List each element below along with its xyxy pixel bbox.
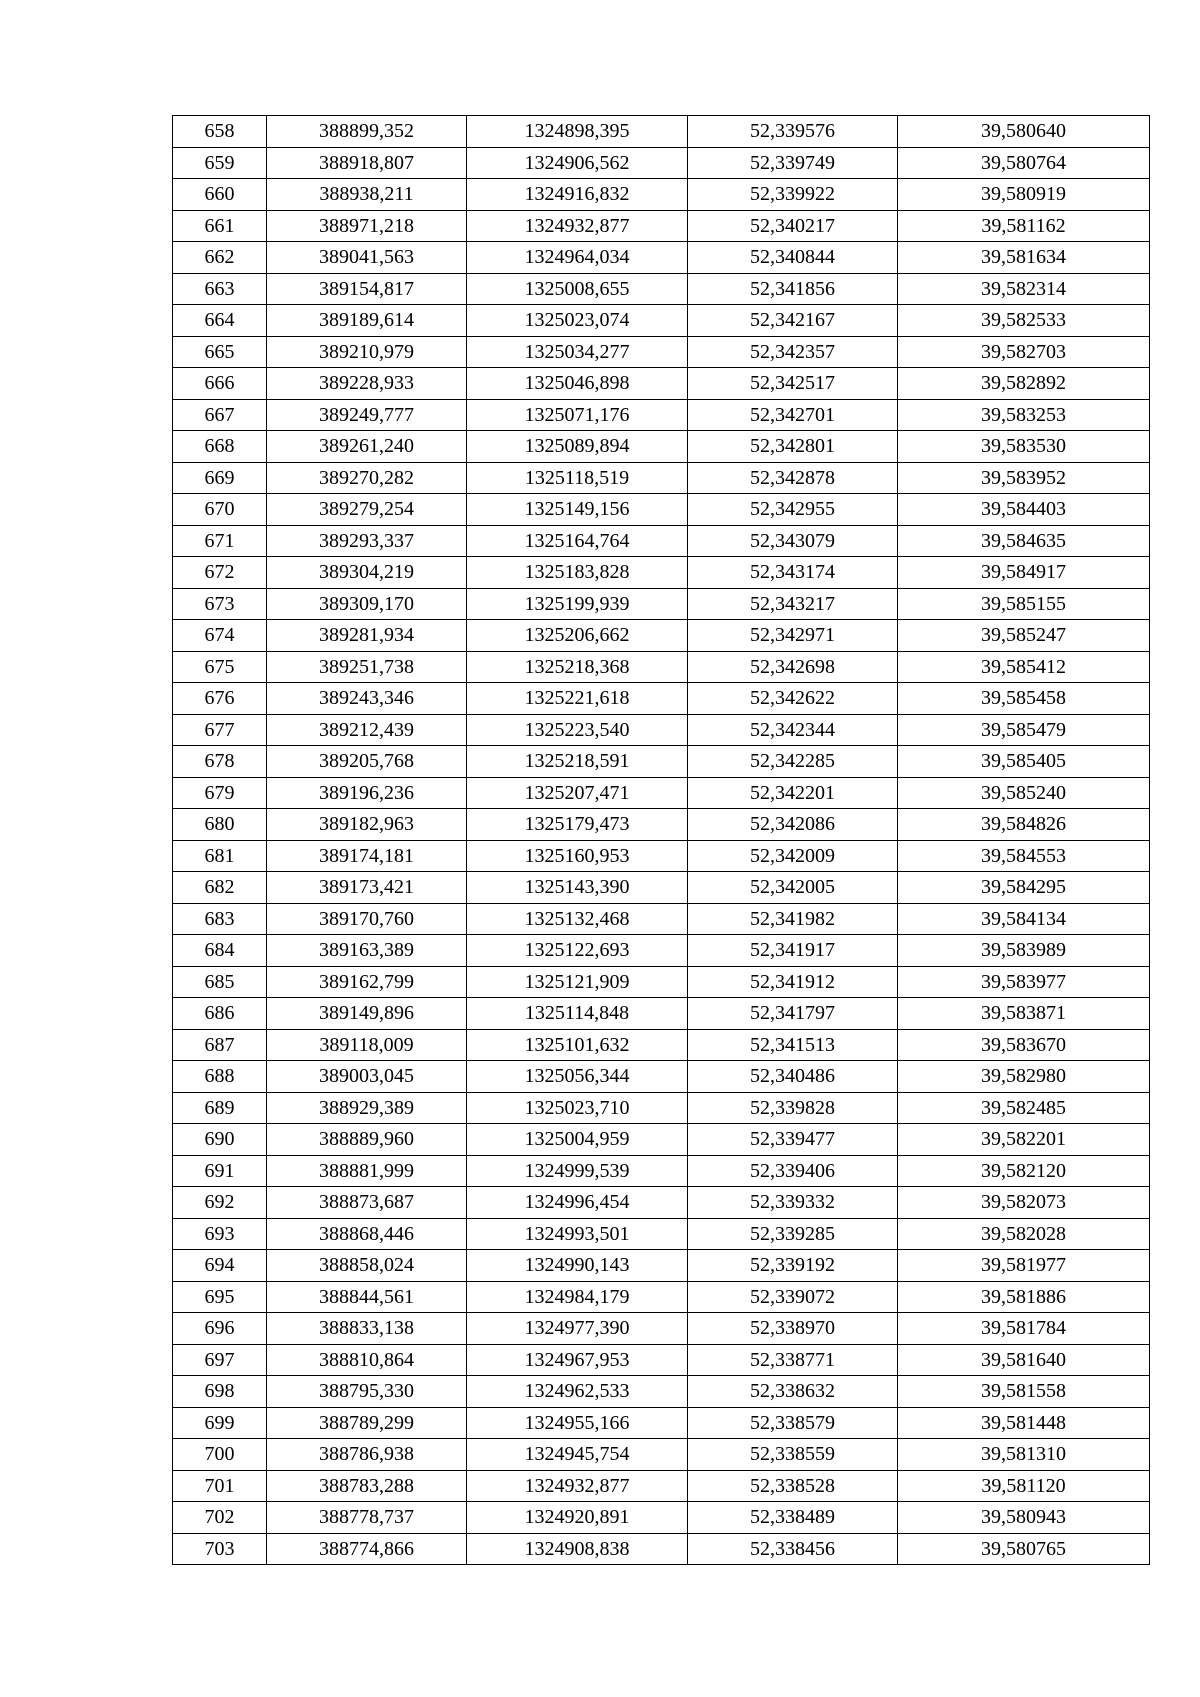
table-row xyxy=(173,494,1150,526)
longitude-cell: 39,584295 xyxy=(898,872,1150,904)
latitude-cell: 52,342971 xyxy=(688,620,898,652)
point-number-cell: 695 xyxy=(173,1281,267,1313)
x-coordinate-cell: 389182,963 xyxy=(267,809,467,841)
longitude-cell: 39,585247 xyxy=(898,620,1150,652)
table-row xyxy=(173,1218,1150,1250)
table-row xyxy=(173,1407,1150,1439)
y-coordinate-cell: 1325056,344 xyxy=(467,1061,688,1093)
longitude-cell: 39,583871 xyxy=(898,998,1150,1030)
coordinates-table xyxy=(172,115,1150,1565)
table-row xyxy=(173,147,1150,179)
longitude-cell: 39,584826 xyxy=(898,809,1150,841)
latitude-cell: 52,338456 xyxy=(688,1533,898,1565)
point-number-cell: 675 xyxy=(173,651,267,683)
y-coordinate-cell: 1324908,838 xyxy=(467,1533,688,1565)
latitude-cell: 52,340217 xyxy=(688,210,898,242)
table-row xyxy=(173,1470,1150,1502)
point-number-cell: 673 xyxy=(173,588,267,620)
y-coordinate-cell: 1325199,939 xyxy=(467,588,688,620)
point-number-cell: 664 xyxy=(173,305,267,337)
y-coordinate-cell: 1325218,591 xyxy=(467,746,688,778)
point-number-cell: 669 xyxy=(173,462,267,494)
table-row xyxy=(173,872,1150,904)
longitude-cell: 39,583253 xyxy=(898,399,1150,431)
latitude-cell: 52,338528 xyxy=(688,1470,898,1502)
longitude-cell: 39,584134 xyxy=(898,903,1150,935)
point-number-cell: 689 xyxy=(173,1092,267,1124)
y-coordinate-cell: 1325121,909 xyxy=(467,966,688,998)
table-row xyxy=(173,1533,1150,1565)
point-number-cell: 671 xyxy=(173,525,267,557)
point-number-cell: 672 xyxy=(173,557,267,589)
y-coordinate-cell: 1325164,764 xyxy=(467,525,688,557)
table-row xyxy=(173,1376,1150,1408)
x-coordinate-cell: 388783,288 xyxy=(267,1470,467,1502)
y-coordinate-cell: 1325114,848 xyxy=(467,998,688,1030)
y-coordinate-cell: 1325207,471 xyxy=(467,777,688,809)
longitude-cell: 39,583989 xyxy=(898,935,1150,967)
latitude-cell: 52,343079 xyxy=(688,525,898,557)
latitude-cell: 52,342201 xyxy=(688,777,898,809)
table-row xyxy=(173,903,1150,935)
latitude-cell: 52,338489 xyxy=(688,1502,898,1534)
latitude-cell: 52,342698 xyxy=(688,651,898,683)
x-coordinate-cell: 389281,934 xyxy=(267,620,467,652)
longitude-cell: 39,581886 xyxy=(898,1281,1150,1313)
x-coordinate-cell: 388778,737 xyxy=(267,1502,467,1534)
table-row xyxy=(173,1124,1150,1156)
table-row xyxy=(173,462,1150,494)
longitude-cell: 39,583530 xyxy=(898,431,1150,463)
latitude-cell: 52,342701 xyxy=(688,399,898,431)
longitude-cell: 39,582028 xyxy=(898,1218,1150,1250)
x-coordinate-cell: 389118,009 xyxy=(267,1029,467,1061)
table-row xyxy=(173,179,1150,211)
point-number-cell: 699 xyxy=(173,1407,267,1439)
longitude-cell: 39,581558 xyxy=(898,1376,1150,1408)
latitude-cell: 52,342955 xyxy=(688,494,898,526)
table-row xyxy=(173,1439,1150,1471)
longitude-cell: 39,582703 xyxy=(898,336,1150,368)
table-row xyxy=(173,431,1150,463)
x-coordinate-cell: 389173,421 xyxy=(267,872,467,904)
longitude-cell: 39,585458 xyxy=(898,683,1150,715)
latitude-cell: 52,340844 xyxy=(688,242,898,274)
latitude-cell: 52,342801 xyxy=(688,431,898,463)
x-coordinate-cell: 388938,211 xyxy=(267,179,467,211)
longitude-cell: 39,580765 xyxy=(898,1533,1150,1565)
x-coordinate-cell: 388810,864 xyxy=(267,1344,467,1376)
y-coordinate-cell: 1325143,390 xyxy=(467,872,688,904)
point-number-cell: 692 xyxy=(173,1187,267,1219)
table-row xyxy=(173,1155,1150,1187)
coordinates-table-body xyxy=(173,116,1150,1565)
latitude-cell: 52,341513 xyxy=(688,1029,898,1061)
table-row xyxy=(173,1061,1150,1093)
latitude-cell: 52,338632 xyxy=(688,1376,898,1408)
longitude-cell: 39,581640 xyxy=(898,1344,1150,1376)
point-number-cell: 684 xyxy=(173,935,267,967)
point-number-cell: 683 xyxy=(173,903,267,935)
latitude-cell: 52,341917 xyxy=(688,935,898,967)
x-coordinate-cell: 389304,219 xyxy=(267,557,467,589)
point-number-cell: 660 xyxy=(173,179,267,211)
table-row xyxy=(173,714,1150,746)
x-coordinate-cell: 389279,254 xyxy=(267,494,467,526)
x-coordinate-cell: 388868,446 xyxy=(267,1218,467,1250)
latitude-cell: 52,342517 xyxy=(688,368,898,400)
y-coordinate-cell: 1325206,662 xyxy=(467,620,688,652)
point-number-cell: 694 xyxy=(173,1250,267,1282)
y-coordinate-cell: 1324906,562 xyxy=(467,147,688,179)
table-row xyxy=(173,1281,1150,1313)
y-coordinate-cell: 1325089,894 xyxy=(467,431,688,463)
point-number-cell: 663 xyxy=(173,273,267,305)
x-coordinate-cell: 388873,687 xyxy=(267,1187,467,1219)
latitude-cell: 52,341856 xyxy=(688,273,898,305)
latitude-cell: 52,341982 xyxy=(688,903,898,935)
x-coordinate-cell: 389154,817 xyxy=(267,273,467,305)
x-coordinate-cell: 389196,236 xyxy=(267,777,467,809)
y-coordinate-cell: 1324977,390 xyxy=(467,1313,688,1345)
y-coordinate-cell: 1325183,828 xyxy=(467,557,688,589)
longitude-cell: 39,584553 xyxy=(898,840,1150,872)
y-coordinate-cell: 1325118,519 xyxy=(467,462,688,494)
point-number-cell: 687 xyxy=(173,1029,267,1061)
y-coordinate-cell: 1324898,395 xyxy=(467,116,688,148)
point-number-cell: 688 xyxy=(173,1061,267,1093)
table-row xyxy=(173,777,1150,809)
table-row xyxy=(173,935,1150,967)
latitude-cell: 52,339749 xyxy=(688,147,898,179)
y-coordinate-cell: 1325034,277 xyxy=(467,336,688,368)
longitude-cell: 39,585240 xyxy=(898,777,1150,809)
table-row xyxy=(173,809,1150,841)
y-coordinate-cell: 1324932,877 xyxy=(467,1470,688,1502)
point-number-cell: 667 xyxy=(173,399,267,431)
latitude-cell: 52,342086 xyxy=(688,809,898,841)
latitude-cell: 52,342878 xyxy=(688,462,898,494)
y-coordinate-cell: 1325101,632 xyxy=(467,1029,688,1061)
latitude-cell: 52,339072 xyxy=(688,1281,898,1313)
y-coordinate-cell: 1324945,754 xyxy=(467,1439,688,1471)
x-coordinate-cell: 388844,561 xyxy=(267,1281,467,1313)
latitude-cell: 52,340486 xyxy=(688,1061,898,1093)
point-number-cell: 670 xyxy=(173,494,267,526)
latitude-cell: 52,342344 xyxy=(688,714,898,746)
latitude-cell: 52,343217 xyxy=(688,588,898,620)
longitude-cell: 39,581120 xyxy=(898,1470,1150,1502)
latitude-cell: 52,343174 xyxy=(688,557,898,589)
x-coordinate-cell: 388918,807 xyxy=(267,147,467,179)
table-row xyxy=(173,210,1150,242)
y-coordinate-cell: 1325071,176 xyxy=(467,399,688,431)
longitude-cell: 39,583952 xyxy=(898,462,1150,494)
point-number-cell: 681 xyxy=(173,840,267,872)
x-coordinate-cell: 388889,960 xyxy=(267,1124,467,1156)
latitude-cell: 52,339922 xyxy=(688,179,898,211)
y-coordinate-cell: 1325218,368 xyxy=(467,651,688,683)
longitude-cell: 39,584635 xyxy=(898,525,1150,557)
longitude-cell: 39,583670 xyxy=(898,1029,1150,1061)
point-number-cell: 698 xyxy=(173,1376,267,1408)
x-coordinate-cell: 389162,799 xyxy=(267,966,467,998)
x-coordinate-cell: 389163,389 xyxy=(267,935,467,967)
longitude-cell: 39,581634 xyxy=(898,242,1150,274)
y-coordinate-cell: 1325046,898 xyxy=(467,368,688,400)
table-row xyxy=(173,1344,1150,1376)
y-coordinate-cell: 1324916,832 xyxy=(467,179,688,211)
longitude-cell: 39,582073 xyxy=(898,1187,1150,1219)
latitude-cell: 52,342005 xyxy=(688,872,898,904)
x-coordinate-cell: 388858,024 xyxy=(267,1250,467,1282)
point-number-cell: 700 xyxy=(173,1439,267,1471)
point-number-cell: 690 xyxy=(173,1124,267,1156)
longitude-cell: 39,582201 xyxy=(898,1124,1150,1156)
y-coordinate-cell: 1325160,953 xyxy=(467,840,688,872)
x-coordinate-cell: 389249,777 xyxy=(267,399,467,431)
x-coordinate-cell: 389205,768 xyxy=(267,746,467,778)
x-coordinate-cell: 389251,738 xyxy=(267,651,467,683)
y-coordinate-cell: 1325149,156 xyxy=(467,494,688,526)
x-coordinate-cell: 388774,866 xyxy=(267,1533,467,1565)
y-coordinate-cell: 1325221,618 xyxy=(467,683,688,715)
x-coordinate-cell: 389210,979 xyxy=(267,336,467,368)
table-row xyxy=(173,1029,1150,1061)
latitude-cell: 52,338771 xyxy=(688,1344,898,1376)
table-row xyxy=(173,620,1150,652)
y-coordinate-cell: 1325132,468 xyxy=(467,903,688,935)
table-row xyxy=(173,746,1150,778)
point-number-cell: 703 xyxy=(173,1533,267,1565)
longitude-cell: 39,583977 xyxy=(898,966,1150,998)
table-row xyxy=(173,840,1150,872)
latitude-cell: 52,341912 xyxy=(688,966,898,998)
latitude-cell: 52,342622 xyxy=(688,683,898,715)
longitude-cell: 39,582980 xyxy=(898,1061,1150,1093)
x-coordinate-cell: 389243,346 xyxy=(267,683,467,715)
table-row xyxy=(173,966,1150,998)
point-number-cell: 697 xyxy=(173,1344,267,1376)
table-row xyxy=(173,998,1150,1030)
point-number-cell: 685 xyxy=(173,966,267,998)
point-number-cell: 674 xyxy=(173,620,267,652)
x-coordinate-cell: 388795,330 xyxy=(267,1376,467,1408)
point-number-cell: 665 xyxy=(173,336,267,368)
y-coordinate-cell: 1325179,473 xyxy=(467,809,688,841)
y-coordinate-cell: 1324990,143 xyxy=(467,1250,688,1282)
latitude-cell: 52,338970 xyxy=(688,1313,898,1345)
latitude-cell: 52,341797 xyxy=(688,998,898,1030)
point-number-cell: 682 xyxy=(173,872,267,904)
x-coordinate-cell: 388929,389 xyxy=(267,1092,467,1124)
table-row xyxy=(173,651,1150,683)
longitude-cell: 39,581784 xyxy=(898,1313,1150,1345)
table-row xyxy=(173,116,1150,148)
longitude-cell: 39,582120 xyxy=(898,1155,1150,1187)
point-number-cell: 678 xyxy=(173,746,267,778)
latitude-cell: 52,338559 xyxy=(688,1439,898,1471)
point-number-cell: 702 xyxy=(173,1502,267,1534)
x-coordinate-cell: 389293,337 xyxy=(267,525,467,557)
x-coordinate-cell: 389189,614 xyxy=(267,305,467,337)
point-number-cell: 686 xyxy=(173,998,267,1030)
x-coordinate-cell: 388789,299 xyxy=(267,1407,467,1439)
longitude-cell: 39,582892 xyxy=(898,368,1150,400)
table-row xyxy=(173,368,1150,400)
longitude-cell: 39,585155 xyxy=(898,588,1150,620)
table-row xyxy=(173,1502,1150,1534)
longitude-cell: 39,582314 xyxy=(898,273,1150,305)
x-coordinate-cell: 388833,138 xyxy=(267,1313,467,1345)
point-number-cell: 691 xyxy=(173,1155,267,1187)
x-coordinate-cell: 389261,240 xyxy=(267,431,467,463)
longitude-cell: 39,585479 xyxy=(898,714,1150,746)
latitude-cell: 52,339332 xyxy=(688,1187,898,1219)
table-row xyxy=(173,273,1150,305)
table-row xyxy=(173,399,1150,431)
x-coordinate-cell: 389174,181 xyxy=(267,840,467,872)
table-row xyxy=(173,1092,1150,1124)
longitude-cell: 39,584917 xyxy=(898,557,1150,589)
y-coordinate-cell: 1325223,540 xyxy=(467,714,688,746)
table-row xyxy=(173,588,1150,620)
table-row xyxy=(173,557,1150,589)
latitude-cell: 52,339576 xyxy=(688,116,898,148)
y-coordinate-cell: 1325004,959 xyxy=(467,1124,688,1156)
x-coordinate-cell: 388899,352 xyxy=(267,116,467,148)
table-row xyxy=(173,525,1150,557)
longitude-cell: 39,580943 xyxy=(898,1502,1150,1534)
table-row xyxy=(173,1250,1150,1282)
point-number-cell: 661 xyxy=(173,210,267,242)
latitude-cell: 52,339477 xyxy=(688,1124,898,1156)
y-coordinate-cell: 1324932,877 xyxy=(467,210,688,242)
x-coordinate-cell: 388881,999 xyxy=(267,1155,467,1187)
table-row xyxy=(173,1187,1150,1219)
table-row xyxy=(173,683,1150,715)
point-number-cell: 680 xyxy=(173,809,267,841)
x-coordinate-cell: 389041,563 xyxy=(267,242,467,274)
point-number-cell: 659 xyxy=(173,147,267,179)
latitude-cell: 52,342009 xyxy=(688,840,898,872)
x-coordinate-cell: 389170,760 xyxy=(267,903,467,935)
y-coordinate-cell: 1325122,693 xyxy=(467,935,688,967)
latitude-cell: 52,342167 xyxy=(688,305,898,337)
point-number-cell: 701 xyxy=(173,1470,267,1502)
point-number-cell: 662 xyxy=(173,242,267,274)
x-coordinate-cell: 389228,933 xyxy=(267,368,467,400)
latitude-cell: 52,342285 xyxy=(688,746,898,778)
point-number-cell: 666 xyxy=(173,368,267,400)
y-coordinate-cell: 1324984,179 xyxy=(467,1281,688,1313)
longitude-cell: 39,581162 xyxy=(898,210,1150,242)
y-coordinate-cell: 1324955,166 xyxy=(467,1407,688,1439)
y-coordinate-cell: 1324993,501 xyxy=(467,1218,688,1250)
point-number-cell: 658 xyxy=(173,116,267,148)
x-coordinate-cell: 388971,218 xyxy=(267,210,467,242)
y-coordinate-cell: 1324962,533 xyxy=(467,1376,688,1408)
latitude-cell: 52,342357 xyxy=(688,336,898,368)
longitude-cell: 39,580640 xyxy=(898,116,1150,148)
point-number-cell: 693 xyxy=(173,1218,267,1250)
longitude-cell: 39,585405 xyxy=(898,746,1150,778)
table-row xyxy=(173,1313,1150,1345)
longitude-cell: 39,580919 xyxy=(898,179,1150,211)
latitude-cell: 52,338579 xyxy=(688,1407,898,1439)
y-coordinate-cell: 1325023,710 xyxy=(467,1092,688,1124)
latitude-cell: 52,339828 xyxy=(688,1092,898,1124)
x-coordinate-cell: 389149,896 xyxy=(267,998,467,1030)
longitude-cell: 39,582485 xyxy=(898,1092,1150,1124)
table-row xyxy=(173,336,1150,368)
y-coordinate-cell: 1324999,539 xyxy=(467,1155,688,1187)
y-coordinate-cell: 1324996,454 xyxy=(467,1187,688,1219)
table-row xyxy=(173,242,1150,274)
x-coordinate-cell: 389309,170 xyxy=(267,588,467,620)
point-number-cell: 668 xyxy=(173,431,267,463)
longitude-cell: 39,584403 xyxy=(898,494,1150,526)
longitude-cell: 39,582533 xyxy=(898,305,1150,337)
latitude-cell: 52,339192 xyxy=(688,1250,898,1282)
table-row xyxy=(173,305,1150,337)
latitude-cell: 52,339406 xyxy=(688,1155,898,1187)
longitude-cell: 39,581310 xyxy=(898,1439,1150,1471)
longitude-cell: 39,585412 xyxy=(898,651,1150,683)
x-coordinate-cell: 389270,282 xyxy=(267,462,467,494)
point-number-cell: 679 xyxy=(173,777,267,809)
longitude-cell: 39,580764 xyxy=(898,147,1150,179)
latitude-cell: 52,339285 xyxy=(688,1218,898,1250)
y-coordinate-cell: 1325008,655 xyxy=(467,273,688,305)
y-coordinate-cell: 1324967,953 xyxy=(467,1344,688,1376)
y-coordinate-cell: 1325023,074 xyxy=(467,305,688,337)
point-number-cell: 696 xyxy=(173,1313,267,1345)
y-coordinate-cell: 1324920,891 xyxy=(467,1502,688,1534)
longitude-cell: 39,581977 xyxy=(898,1250,1150,1282)
x-coordinate-cell: 388786,938 xyxy=(267,1439,467,1471)
x-coordinate-cell: 389212,439 xyxy=(267,714,467,746)
x-coordinate-cell: 389003,045 xyxy=(267,1061,467,1093)
point-number-cell: 676 xyxy=(173,683,267,715)
y-coordinate-cell: 1324964,034 xyxy=(467,242,688,274)
longitude-cell: 39,581448 xyxy=(898,1407,1150,1439)
point-number-cell: 677 xyxy=(173,714,267,746)
